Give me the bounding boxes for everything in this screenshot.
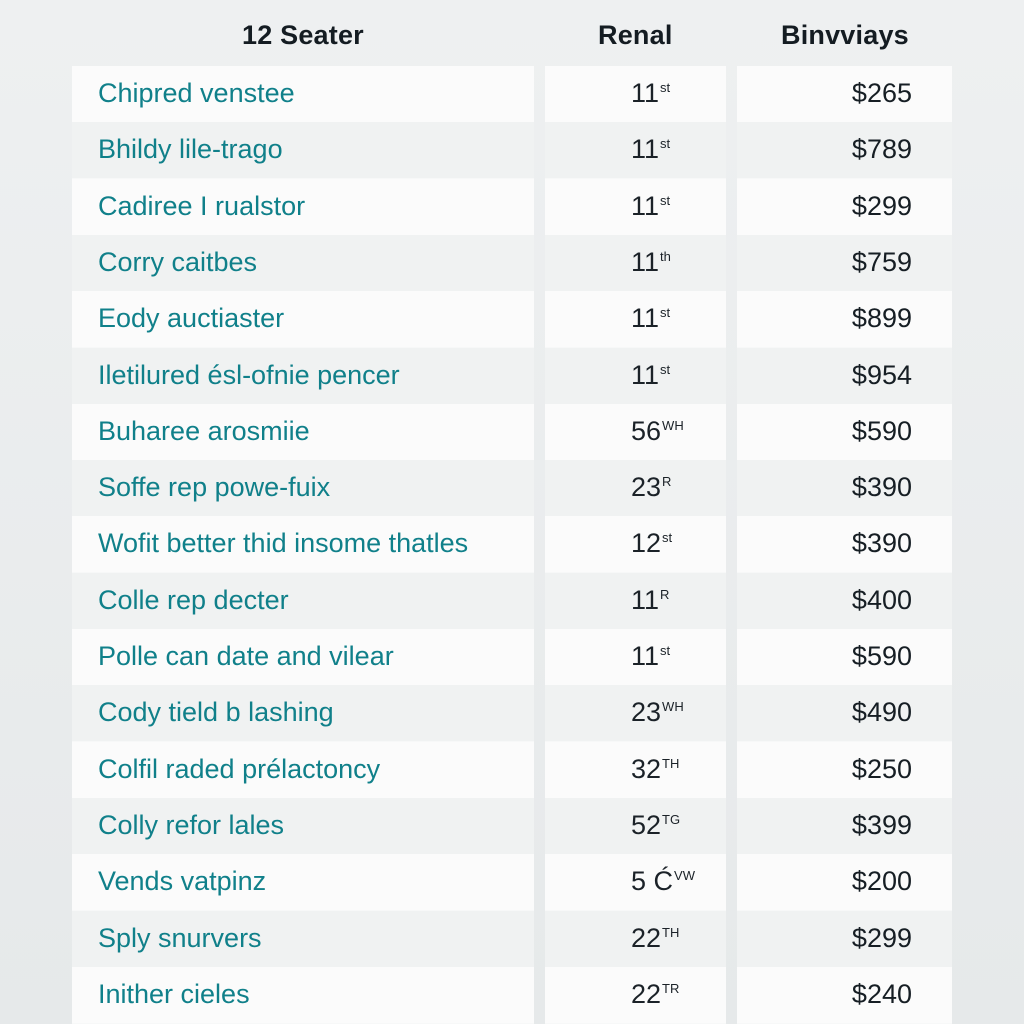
table-row-rental-cell [545,573,726,629]
name-column [72,66,534,1024]
price-value: $240 [851,979,912,1009]
table-row-name-cell [72,742,534,798]
table-row-price-cell [737,291,952,347]
rental-suffix: R [660,587,670,602]
table-row-rental-cell [545,516,726,572]
item-name: Inither cieles [98,979,250,1009]
table-row-price-cell [737,235,952,291]
table-row-price-cell [737,573,952,629]
rental-value-group [631,697,684,728]
price-value: $490 [851,697,912,727]
rental-suffix: TG [662,812,681,827]
table-row-price-cell [737,854,952,910]
rental-value-group [631,528,672,559]
rental-value-group [631,923,679,954]
price-value: $399 [851,810,912,840]
table-row-price-cell [737,404,952,460]
table-row-rental-cell [545,629,726,685]
price-value: $400 [851,585,912,615]
rental-value: 11 [631,585,660,615]
rental-suffix: st [660,193,671,208]
item-name: Colly refor lales [98,810,285,840]
rental-value-group [631,754,679,785]
price-value: $590 [851,416,912,446]
rental-column [545,66,726,1024]
price-value: $390 [851,472,912,502]
table-row-price-cell [737,967,952,1023]
rental-value-group [631,134,670,165]
rental-suffix: st [660,80,671,95]
item-name: Bhildy lile-trago [98,134,283,164]
rental-suffix: st [660,136,671,151]
rental-suffix: st [662,530,673,545]
table-row-name-cell [72,66,534,122]
price-value: $265 [851,78,912,108]
rental-value-group [631,979,679,1010]
table-row-rental-cell [545,66,726,122]
price-value: $590 [851,641,912,671]
rental-value-group [631,641,670,672]
header-rental: Renal [598,20,673,50]
table-row-rental-cell [545,348,726,404]
price-value: $299 [851,923,912,953]
rental-value: 22 [631,923,662,953]
rental-value-group [631,360,670,391]
table-row-name-cell [72,179,534,235]
rental-value: 23 [631,697,662,727]
table-row-name-cell [72,460,534,516]
table-row-price-cell [737,911,952,967]
price-value: $299 [851,191,912,221]
rental-suffix: WH [662,699,684,714]
header-name: 12 Seater [242,20,364,50]
rental-value: 11 [631,360,660,390]
header-price: Binvviays [781,20,909,50]
table-row-rental-cell [545,685,726,741]
rental-value: 5 Ć [631,866,674,896]
rental-value: 11 [631,134,660,164]
rental-value: 11 [631,191,660,221]
rental-value-group [631,416,684,447]
table-row-rental-cell [545,911,726,967]
item-name: Iletilured ésl-ofnie pencer [98,360,400,390]
table-row-price-cell [737,348,952,404]
table-row-price-cell [737,516,952,572]
rental-value-group [631,303,670,334]
rental-value: 32 [631,754,662,784]
price-value: $390 [851,528,912,558]
rental-value-group [631,472,671,503]
rental-value-group [631,247,671,278]
price-value: $899 [851,303,912,333]
item-name: Colfil raded prélactoncy [98,754,381,784]
rental-suffix: TR [662,981,680,996]
rental-suffix: TH [662,756,680,771]
table-row-rental-cell [545,122,726,178]
item-name: Soffe rep powe-fuix [98,472,331,502]
table-row-name-cell [72,967,534,1023]
table-header [0,0,1024,66]
table-row-name-cell [72,854,534,910]
table-row-name-cell [72,235,534,291]
item-name: Vends vatpinz [98,866,267,896]
rental-value-group [631,866,695,897]
table-row-name-cell [72,798,534,854]
item-name: Colle rep decter [98,585,289,615]
rental-suffix: R [662,474,672,489]
rental-value: 23 [631,472,662,502]
item-name: Chipred venstee [98,78,295,108]
rental-suffix: th [660,249,671,264]
table-row-price-cell [737,460,952,516]
table-row-rental-cell [545,854,726,910]
table-row-rental-cell [545,798,726,854]
table-row-price-cell [737,742,952,798]
rental-value: 56 [631,416,662,446]
price-value: $954 [851,360,912,390]
table-row-price-cell [737,179,952,235]
table-row-rental-cell [545,179,726,235]
rental-value-group [631,585,669,616]
item-name: Buharee arosmiie [98,416,310,446]
rental-suffix: TH [662,925,680,940]
item-name: Cadiree I rualstor [98,191,306,221]
table-row-price-cell [737,685,952,741]
rental-value: 11 [631,247,660,277]
price-column [737,66,952,1024]
table-row-price-cell [737,629,952,685]
table-row-name-cell [72,122,534,178]
table-row-rental-cell [545,291,726,347]
table-row-rental-cell [545,967,726,1023]
table-row-name-cell [72,516,534,572]
item-name: Corry caitbes [98,247,258,277]
rental-value: 11 [631,78,660,108]
item-name: Wofit better thid insome thatles [98,528,469,558]
item-name: Polle can date and vilear [98,641,394,671]
rental-value: 11 [631,641,660,671]
price-value: $759 [851,247,912,277]
price-value: $200 [851,866,912,896]
item-name: Cody tield b lashing [98,697,334,727]
table-row-name-cell [72,685,534,741]
rental-suffix: WH [662,418,684,433]
table-row-name-cell [72,291,534,347]
rental-suffix: st [660,362,671,377]
rental-suffix: st [660,305,671,320]
table-row-name-cell [72,911,534,967]
price-value: $250 [851,754,912,784]
rental-value: 11 [631,303,660,333]
rental-value-group [631,810,680,841]
item-name: Eody auctiaster [98,303,285,333]
table-row-name-cell [72,629,534,685]
rental-value-group [631,78,670,109]
table-row-price-cell [737,122,952,178]
rental-value: 22 [631,979,662,1009]
table-row-rental-cell [545,235,726,291]
table-row-rental-cell [545,404,726,460]
rental-suffix: VW [674,868,695,883]
rental-value: 52 [631,810,662,840]
rental-suffix: st [660,643,671,658]
table-row-rental-cell [545,460,726,516]
table-row-price-cell [737,798,952,854]
table-row-rental-cell [545,742,726,798]
item-name: Sply snurvers [98,923,262,953]
table-row-name-cell [72,348,534,404]
table-row-name-cell [72,573,534,629]
rental-value-group [631,191,670,222]
table-row-name-cell [72,404,534,460]
rental-value: 12 [631,528,662,558]
table-row-price-cell [737,66,952,122]
price-value: $789 [851,134,912,164]
